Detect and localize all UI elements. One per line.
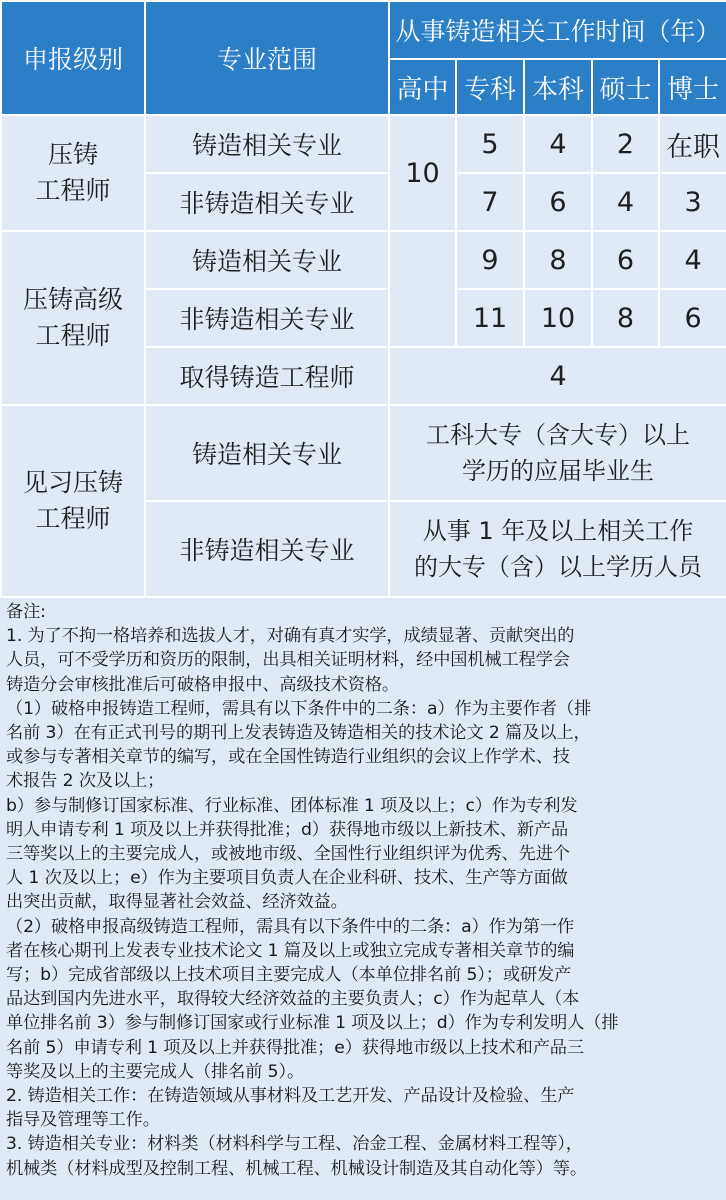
years-cell: 6 [659,289,726,347]
note-line: 三等奖以上的主要完成人，或被地市级、全国性行业组织评为优秀、先进个 [6,844,570,865]
years-cell: 4 [592,173,659,231]
years-cell: 5 [456,115,524,173]
note-line: 术报告 2 次及以上； [6,771,165,792]
years-cell: 6 [592,231,659,289]
note-line: 指导及管理等工作。 [6,1110,160,1131]
header-edu-high-school: 高中 [389,59,456,115]
header-edu-college: 专科 [456,59,524,115]
note-line: 名前 3）在有正式刊号的期刊上发表铸造及铸造相关的技术论文 2 篇及以上， [6,723,591,744]
requirement-desc [389,501,726,597]
level-line: 压铸高级 [22,285,123,314]
high-school-years: 10 [389,115,456,231]
scope-cell: 非铸造相关专业 [145,289,389,347]
years-cell: 3 [659,173,726,231]
notes-title: 备注: [6,602,46,622]
qualification-table [0,0,726,598]
years-cell: 9 [456,231,524,289]
note-line: （2）破格申报高级铸造工程师，需具有以下条件中的二条：a）作为第一作 [6,916,575,937]
header-edu-bachelor: 本科 [524,59,592,115]
years-cell: 7 [456,173,524,231]
note-line: 3. 铸造相关专业：材料类（材料科学与工程、冶金工程、金属材料工程等）， [6,1134,583,1155]
level-line: 压铸 [47,140,98,169]
empty-cell [389,231,456,347]
note-line: 明人申请专利 1 项及以上并获得批准；d）获得地市级以上新技术、新产品 [6,819,569,840]
years-cell: 6 [524,173,592,231]
desc-line: 工科大专（含大专）以上 [426,421,691,449]
scope-cell: 非铸造相关专业 [145,173,389,231]
level-die-casting-engineer [1,115,145,231]
note-line: 等奖及以上的主要完成人（排名前 5）。 [6,1061,305,1082]
scope-cell: 铸造相关专业 [145,231,389,289]
scope-cell: 取得铸造工程师 [145,347,389,405]
level-line: 工程师 [35,176,111,205]
note-line: b）参与制修订国家标准、行业标准、团体标准 1 项及以上；c）作为专利发 [6,795,578,816]
note-line: 人员，可不受学历和资历的限制，出具相关证明材料，经中国机械工程学会 [6,650,570,671]
desc-line: 学历的应届毕业生 [462,457,655,485]
note-line: 或参与专著相关章节的编写，或在全国性铸造行业组织的会议上作学术、技 [6,747,570,768]
note-line: 单位排名前 3）参与制修订国家或行业标准 1 项及以上；d）作为专利发明人（排 [6,1013,619,1034]
scope-cell: 铸造相关专业 [145,115,389,173]
note-line: 人 1 次及以上；e）作为主要项目负责人在企业科研、技术、生产等方面做 [6,868,568,889]
header-scope: 专业范围 [145,1,389,115]
desc-line: 从事 1 年及以上相关工作 [422,517,694,545]
notes-section [0,598,726,1181]
note-line: 名前 5）申请专利 1 项及以上并获得批准；e）获得地市级以上技术和产品三 [6,1037,584,1058]
note-line: 出突出贡献，取得显著社会效益、经济效益。 [6,892,348,913]
header-edu-doctor: 博士 [659,59,726,115]
merged-years-cell: 4 [389,347,726,405]
note-line: 品达到国内先进水平，取得较大经济效益的主要负责人；c）作为起草人（本 [6,989,580,1010]
header-edu-master: 硕士 [592,59,659,115]
note-line: 写；b）完成省部级以上技术项目主要完成人（本单位排名前 5）；或研发产 [6,965,572,986]
header-level: 申报级别 [1,1,145,115]
note-line: 铸造分会审核批准后可破格申报中、高级技术资格。 [6,674,400,695]
years-cell: 8 [592,289,659,347]
level-line: 见习压铸 [22,468,123,497]
note-line: 机械类（材料成型及控制工程、机械工程、机械设计制造及其自动化等）等。 [6,1158,587,1179]
header-years: 从事铸造相关工作时间（年） [389,1,726,59]
note-line: （1）破格申报铸造工程师，需具有以下条件中的二条：a）作为主要作者（排 [6,698,592,719]
level-senior-die-casting-engineer [1,231,145,405]
scope-cell: 铸造相关专业 [145,405,389,501]
requirement-desc [389,405,726,501]
years-cell: 11 [456,289,524,347]
note-line: 2. 铸造相关工作：在铸造领域从事材料及工艺开发、产品设计及检验、生产 [6,1086,575,1107]
note-line: 1. 为了不拘一格培养和选拔人才，对确有真才实学，成绩显著、贡献突出的 [6,626,575,647]
level-line: 工程师 [35,321,111,350]
level-line: 工程师 [35,504,111,533]
note-line: 者在核心期刊上发表专业技术论文 1 篇及以上或独立完成专著相关章节的编 [6,940,575,961]
level-trainee-die-casting-engineer [1,405,145,597]
years-cell: 10 [524,289,592,347]
years-cell: 2 [592,115,659,173]
scope-cell: 非铸造相关专业 [145,501,389,597]
years-cell: 8 [524,231,592,289]
desc-line: 的大专（含）以上学历人员 [414,553,703,581]
years-cell: 在职 [659,115,726,173]
years-cell: 4 [524,115,592,173]
years-cell: 4 [659,231,726,289]
